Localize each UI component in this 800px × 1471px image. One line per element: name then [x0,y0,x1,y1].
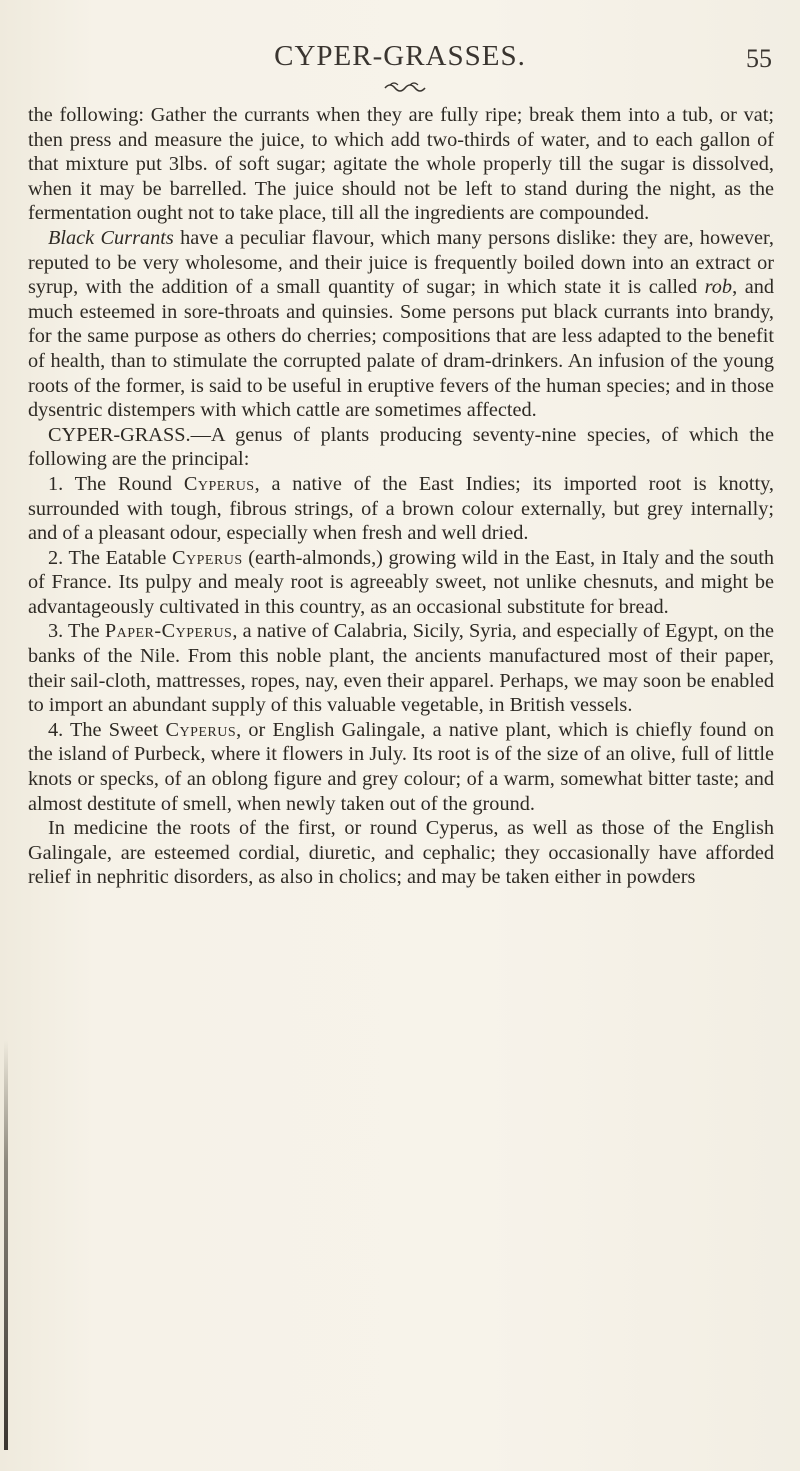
species-item-1: 1. The Round Cyperus, a native of the East Indies; its imported root is knotty, surrounded with tough, fibrous strings, of a brown colour externally, but grey internally; and of a pleasant odour, especially when fresh and well dried. [28,472,774,545]
entry-black-currants: Black Currants [48,226,174,249]
page-number: 55 [746,44,772,73]
entry-cyper-grass: CYPER-GRASS.—A genus of plants producing seventy-nine species, of which the following are the principal: [28,423,774,471]
species-item-4: 4. The Sweet Cyperus, or English Galingale, a native plant, which is chiefly found on the island of Purbeck, where it flowers in July. Its root is of the size of an olive, full of little knots or specks, of an oblong figure and grey colour; of a warm, somewhat bitter taste; and almost destitute of smell, when newly taken out of the ground. [28,718,774,815]
ornament-flourish-icon [383,80,427,92]
species-item-3: 3. The Paper-Cyperus, a native of Calabria, Sicily, Syria, and especially of Egypt, on the banks of the Nile. From this noble plant, the ancients manufactured most of their paper, their sail-cloth, mattresses, ropes, nay, even their apparel. Perhaps, we may soon be enabled to import an abundant supply of this valuable vegetable, in British vessels. [28,620,774,717]
term-rob: rob [704,276,733,299]
paragraph-black-currants: Black Currants have a peculiar flavour, which many persons dislike: they are, however, reputed to be very wholesome, and their juice is frequently boiled down into an extract or syrup, with the addition of a small quantity of sugar; in which state it is called rob, and much esteemed in sore-throats and quinsies. Some persons put black currants into brandy, for the same purpose as others do cherries; compositions that are less adapted to the benefit of health, than to stimulate the corrupted palate of dram-drinkers. An infusion of the young roots of the former, is said to be useful in eruptive fevers of the human species; and in those dysentric distempers with which cattle are sometimes affected. [28,226,774,422]
paragraph-currant-wine: the following: Gather the currants when they are fully ripe; break them into a tub, or vat; then press and measure the juice, to which add two-thirds of water, and to each gallon of that mixture put 3lbs. of soft sugar; agitate the whole properly till the sugar is dissolved, when it may be barrelled. The juice should not be left to stand during the night, as the fermentation ought not to take place, till all the ingredients are compounded. [28,104,774,225]
running-title: CYPER-GRASSES. [274,40,526,72]
paragraph-medicine: In medicine the roots of the first, or round Cyperus, as well as those of the English Galingale, are esteemed cordial, diuretic, and cephalic; they occasionally have afforded relief in nephritic disorders, as also in cholics; and may be taken either in powders [28,817,774,889]
body-text [28,103,774,890]
species-item-2: 2. The Eatable Cyperus (earth-almonds,) growing wild in the East, in Italy and the south of France. Its pulpy and mealy root is agreeably sweet, not unlike chesnuts, and might be advantageously cultivated in this country, as an occasional substitute for bread. [28,546,775,618]
page-binding-shadow [4,1040,8,1450]
